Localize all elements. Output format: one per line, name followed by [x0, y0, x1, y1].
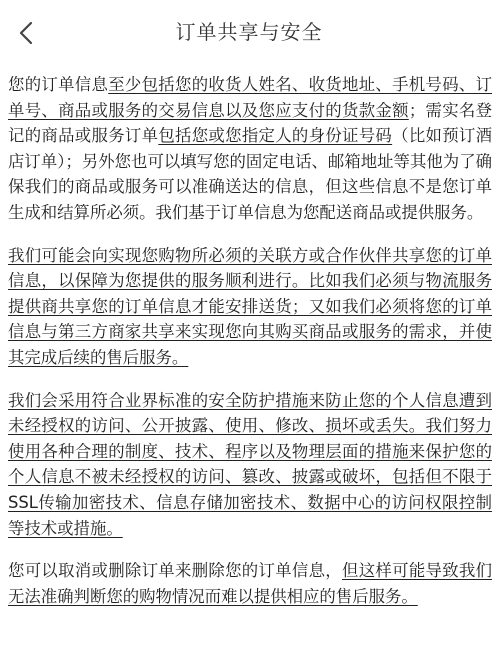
underlined-text-segment: 我们可能会向实现您购物所必须的关联方或合作伙伴共享您的订单信息，以保障为您提供的服务顺利进行。比如我们必须与物流服务提供商共享您的订单信息才能安排送货；又如我们必须将您的订单信息与第三方商家共享来实现您向其购买商品或服务的需求，并使其完成后续的售后服务。 — [8, 245, 492, 367]
text-segment: 您可以取消或删除订单来删除您的订单信息， — [8, 561, 343, 581]
underlined-text-segment: 我们会采用符合业界标准的安全防护措施来防止您的个人信息遭到未经授权的访问、公开披露、使用、修改、损坏或丢失。我们努力使用各种合理的制度、技术、程序以及物理层面的措施来保护您的个人信息不被未经授权的访问、篡改、披露或破坏，包括但不限于SSL传输加密技术、信息存储加密技术、数据中心的访问权限控制等技术或措施。 — [8, 390, 492, 538]
underlined-text-segment: 但这样可能导致我们无法准确判断您的购物情况而难以提供相应的售后服务。 — [8, 561, 493, 606]
paragraph-security-measures — [8, 388, 492, 542]
paragraph-order-info — [8, 72, 492, 226]
page-title: 订单共享与安全 — [175, 20, 323, 44]
policy-content — [8, 72, 492, 626]
paragraph-order-sharing — [8, 243, 492, 371]
underlined-text-segment: 包括您或您指定人的身份证号码 — [158, 126, 393, 146]
text-segment: ；需实名登记的商品或服务订单 — [8, 100, 493, 146]
text-segment: 您的订单信息 — [8, 75, 109, 94]
underlined-text-segment: 至少包括您的收货人姓名、收货地址、手机号码、订单号、商品或服务的交易信息以及您应支付的货款金额 — [8, 75, 492, 120]
paragraph-order-deletion — [8, 558, 492, 609]
header — [0, 0, 498, 66]
text-segment: （比如预订酒店订单）；另外您也可以填写您的固定电话、邮箱地址等其他为了确保我们的商品或服务可以准确送达的信息，但这些信息不是您订单生成和结算所必须。我们基于订单信息为您配送商品或提供服务。 — [8, 126, 493, 222]
